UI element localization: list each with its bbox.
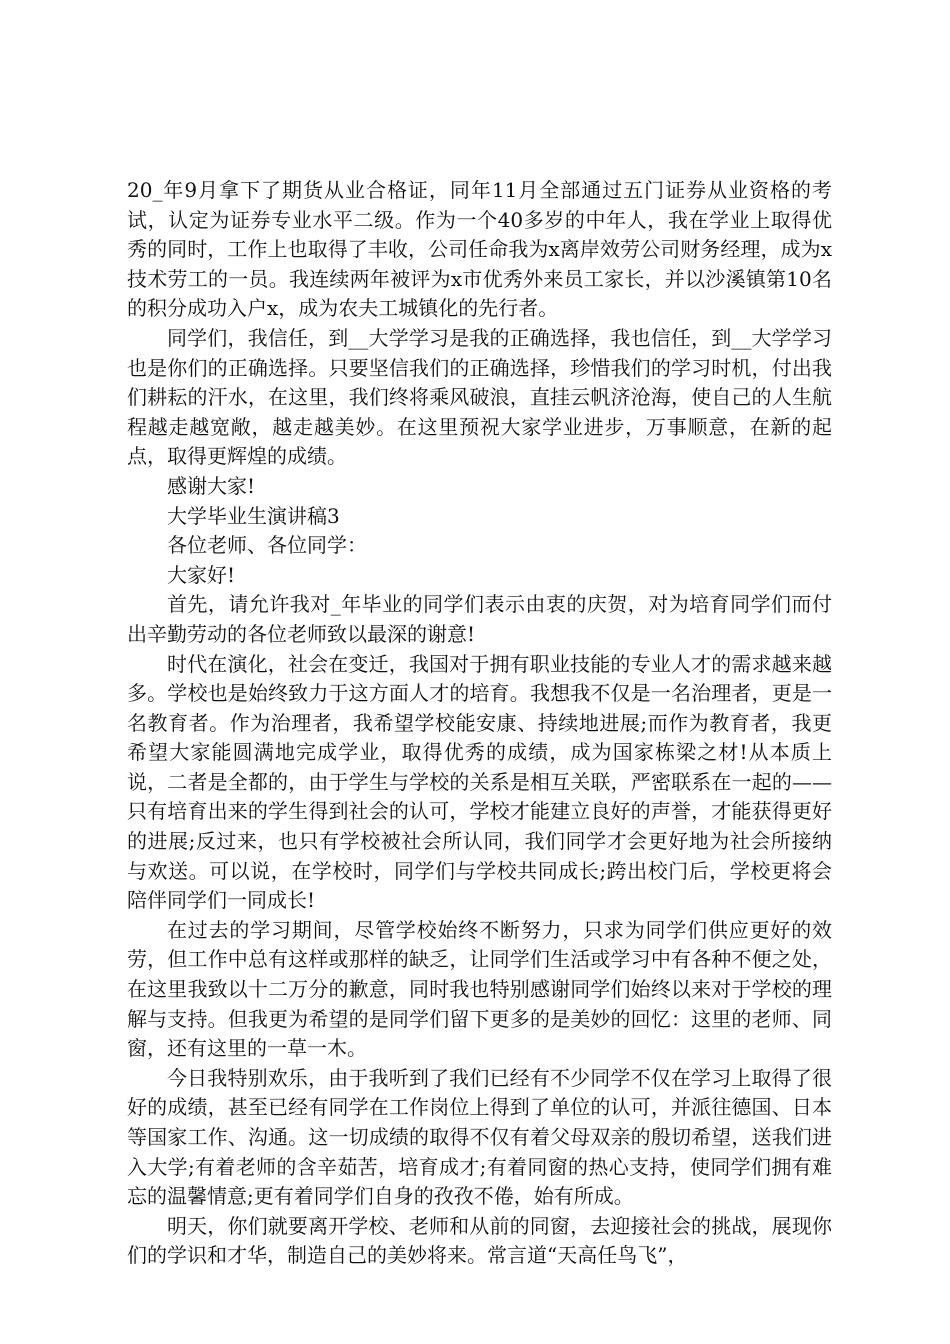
paragraph-11: 明天，你们就要离开学校、老师和从前的同窗，去迎接社会的挑战，展现你们的学识和才华，制造自己的美妙将来。常言道“天高任鸟飞”， xyxy=(127,1213,832,1268)
speech-title: 大学毕业生演讲稿3 xyxy=(167,503,340,528)
paragraph-thanks: 感谢大家! xyxy=(167,473,256,498)
paragraph-10: 今日我特别欢乐，由于我听到了我们已经有不少同学不仅在学习上取得了很好的成绩，甚至已经有同学在工作岗位上得到了单位的认可，并派往德国、日本等国家工作、沟通。这一切成绩的取得不仅有着父母双亲的殷切希望，送我们进入大学;有着老师的含辛茹苦，培育成才;有着同窗的热心支持，使同学们拥有难忘的温馨情意;更有着同学们自身的孜孜不倦，始有所成。 xyxy=(127,1065,832,1209)
paragraph-8: 时代在演化，社会在变迁，我国对于拥有职业技能的专业人才的需求越来越多。学校也是始终致力于这方面人才的培育。我想我不仅是一名治理者，更是一名教育者。作为治理者，我希望学校能安康、持续地进展;而作为教育者，我更希望大家能圆满地完成学业，取得优秀的成绩，成为国家栋梁之材!从本质上说，二者是全都的，由于学生与学校的关系是相互关联，严密联系在一起的——只有培育出来的学生得到社会的认可，学校才能建立良好的声誉，才能获得更好的进展;反过来，也只有学校被社会所认同，我们同学才会更好地为社会所接纳与欢送。可以说，在学校时，同学们与学校共同成长;跨出校门后，学校更将会陪伴同学们一同成长! xyxy=(127,651,832,913)
greeting: 大家好! xyxy=(167,562,236,587)
paragraph-1: 20_年9月拿下了期货从业合格证，同年11月全部通过五门证券从业资格的考试，认定为证券专业水平二级。作为一个40多岁的中年人，我在学业上取得优秀的同时，工作上也取得了丰收，公司任命我为x离岸效劳公司财务经理，成为x技术劳工的一员。我连续两年被评为x市优秀外来员工家长，并以沙溪镇第10名的积分成功入户x，成为农夫工城镇化的先行者。 xyxy=(127,178,832,321)
document-body xyxy=(127,176,832,1271)
paragraph-9: 在过去的学习期间，尽管学校始终不断努力，只求为同学们供应更好的效劳，但工作中总有这样或那样的缺乏，让同学们生活或学习中有各种不便之处，在这里我致以十二万分的歉意，同时我也特别感谢同学们始终以来对于学校的理解与支持。但我更为希望的是同学们留下更多的是美妙的回忆：这里的老师、同窗，还有这里的一草一木。 xyxy=(127,917,832,1061)
paragraph-2: 同学们，我信任，到__大学学习是我的正确选择，我也信任，到__大学学习也是你们的正确选择。只要坚信我们的正确选择，珍惜我们的学习时机，付出我们耕耘的汗水，在这里，我们终将乘风破浪，直挂云帆济沧海，使自己的人生航程越走越宽敞，越走越美妙。在这里预祝大家学业进步，万事顺意，在新的起点，取得更辉煌的成绩。 xyxy=(127,325,832,469)
paragraph-7: 首先，请允许我对_年毕业的同学们表示由衷的庆贺，对为培育同学们而付出辛勤劳动的各位老师致以最深的谢意! xyxy=(127,592,832,646)
salutation: 各位老师、各位同学： xyxy=(167,533,367,558)
